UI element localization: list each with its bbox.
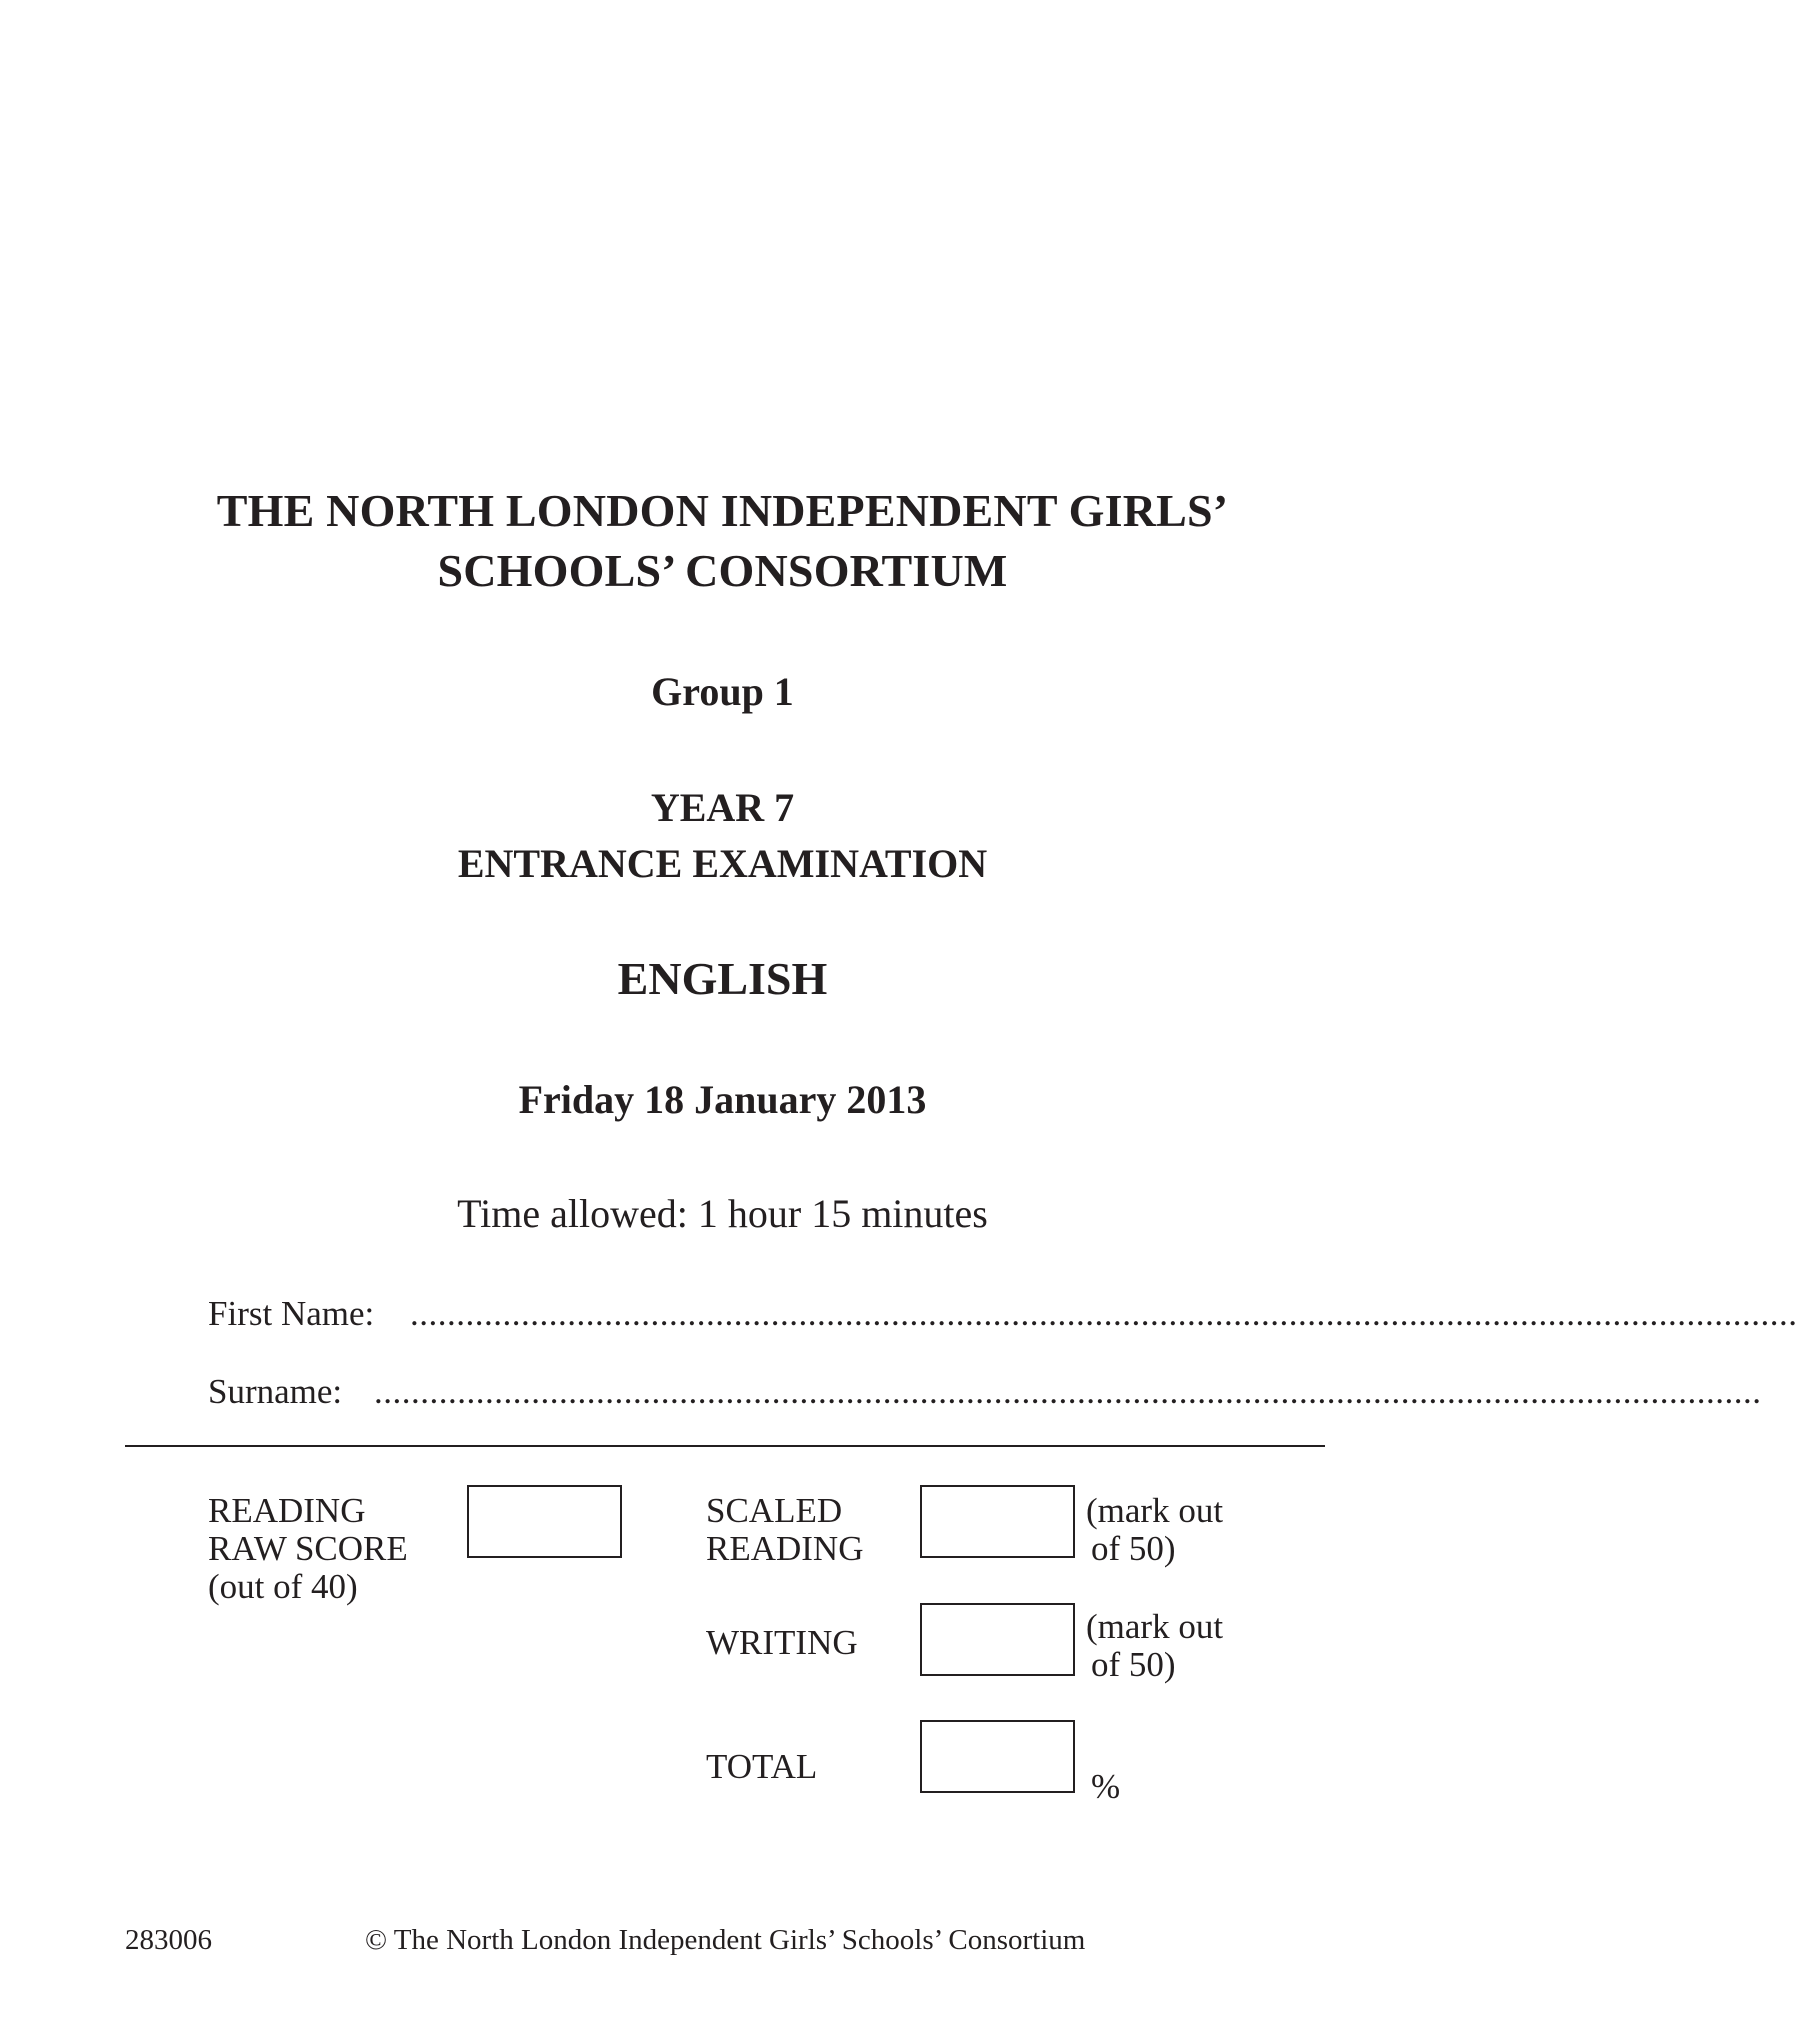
scaled-reading-line2: READING: [706, 1529, 864, 1568]
surname-label: Surname:: [208, 1372, 343, 1411]
first-name-field[interactable]: ......................................................................................................................................................: [410, 1294, 1798, 1333]
title-line-1: THE NORTH LONDON INDEPENDENT GIRLS’: [216, 485, 1229, 536]
reading-raw-line3: (out of 40): [208, 1567, 358, 1606]
scaled-reading-note-line1: (mark out: [1086, 1491, 1224, 1530]
writing-box[interactable]: [920, 1603, 1075, 1676]
title-line-2: SCHOOLS’ CONSORTIUM: [437, 545, 1008, 596]
time-allowed: Time allowed: 1 hour 15 minutes: [457, 1191, 988, 1236]
writing-note-line2: of 50): [1091, 1645, 1176, 1684]
reading-raw-line2: RAW SCORE: [208, 1529, 408, 1568]
scaled-reading-line1: SCALED: [706, 1491, 843, 1530]
divider-line: [125, 1445, 1325, 1447]
total-label: TOTAL: [706, 1747, 818, 1786]
writing-note-line1: (mark out: [1086, 1607, 1224, 1646]
exam-date: Friday 18 January 2013: [518, 1077, 927, 1122]
writing-label: WRITING: [706, 1623, 858, 1662]
copyright-notice: © The North London Independent Girls’ Schools’ Consortium: [365, 1924, 1086, 1956]
total-box[interactable]: [920, 1720, 1075, 1793]
document-code: 283006: [125, 1924, 212, 1956]
reading-raw-line1: READING: [208, 1491, 366, 1530]
year-label: YEAR 7: [650, 785, 795, 830]
reading-raw-score-box[interactable]: [467, 1485, 622, 1558]
total-percent-sign: %: [1091, 1767, 1121, 1806]
exam-label: ENTRANCE EXAMINATION: [457, 841, 988, 886]
scaled-reading-label: [706, 1492, 863, 1568]
scaled-reading-box[interactable]: [920, 1485, 1075, 1558]
reading-raw-score-label: [208, 1492, 408, 1606]
scaled-reading-note: [1086, 1492, 1223, 1568]
writing-note: [1086, 1608, 1223, 1684]
group-label: Group 1: [651, 669, 794, 714]
first-name-label: First Name:: [208, 1294, 375, 1333]
surname-field[interactable]: ......................................................................................................................................................: [374, 1372, 1762, 1411]
scaled-reading-note-line2: of 50): [1091, 1529, 1176, 1568]
subject-title: ENGLISH: [617, 953, 828, 1004]
